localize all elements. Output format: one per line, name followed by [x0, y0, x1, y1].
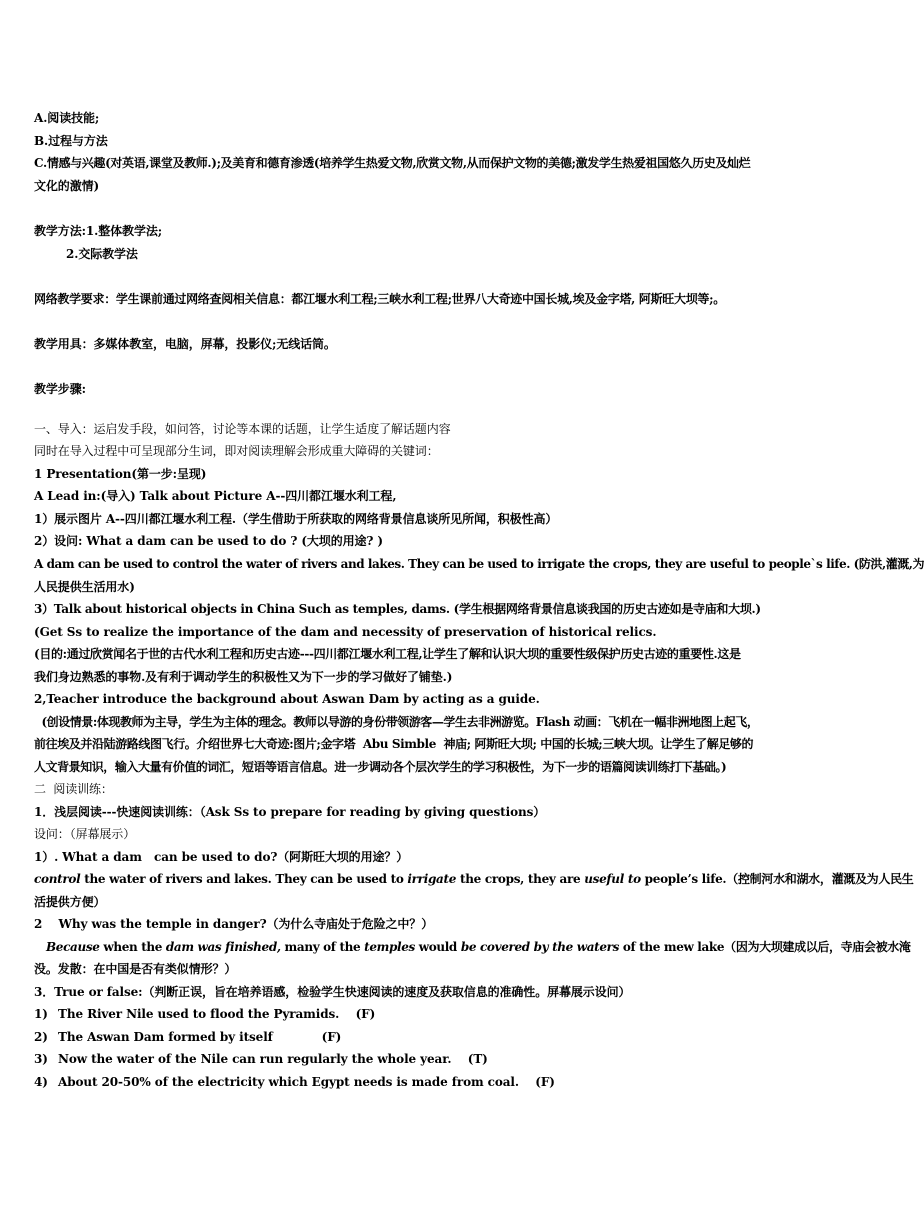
answer-1-line2: 活提供方便） — [34, 895, 106, 909]
objective-c-line1: C.情感与兴趣(对英语,课堂及教师.);及美育和德育渗透(培养学生热爱文物,欣赏文物,从而保护文物的美德;激发学生热爱祖国悠久历史及灿烂 — [34, 156, 751, 170]
presentation-heading: 1 Presentation(第一步:呈现) — [34, 467, 207, 481]
answer-2-line1: Because when the dam was finished, many of the temples would be covered by the waters of the mew lake（因为大坝建成以后，寺庙会被水淹 — [46, 940, 911, 954]
teaching-method-1: 教学方法:1.整体教学法; — [34, 224, 163, 238]
question-display: 设问：（屏幕展示） — [34, 827, 136, 841]
tf-item: 1) The River Nile used to flood the Pyramids. (F) — [34, 1007, 376, 1021]
teaching-method-2: 2.交际教学法 — [66, 247, 138, 261]
tf-item: 4) About 20-50% of the electricity which Egypt needs is made from coal. (F) — [34, 1075, 555, 1089]
objective-c-line2: 文化的激情) — [34, 179, 100, 193]
purpose-line2: 我们身边熟悉的事物.及有利于调动学生的积极性又为下一步的学习做好了铺垫.) — [34, 670, 453, 684]
teaching-tools: 教学用具：多媒体教室，电脑，屏幕，投影仪;无线话筒。 — [34, 337, 336, 351]
question-1: 1）. What a dam can be used to do?（阿斯旺大坝的用途？） — [34, 850, 409, 864]
answer-1-word-useful: useful to — [584, 872, 641, 886]
step-historical-objects: 3）Talk about historical objects in China Such as temples, dams. (学生根据网络背景信息谈我国的历史古迹如是寺庙和大坝.) — [34, 602, 761, 616]
steps-heading: 教学步骤: — [34, 382, 86, 396]
realize-importance: (Get Ss to realize the importance of the dam and necessity of preservation of historical relics. — [34, 625, 657, 639]
answer-1-word-control: control — [34, 872, 81, 886]
scenario-line3: 人文背景知识，输入大量有价值的词汇，短语等语言信息。进一步调动各个层次学生的学习积极性，为下一步的语篇阅读训练打下基础。) — [34, 760, 727, 774]
tf-item: 2) The Aswan Dam formed by itself (F) — [34, 1030, 342, 1044]
objective-b: B.过程与方法 — [34, 134, 108, 148]
shallow-reading: 1．浅层阅读---快速阅读训练：（Ask Ss to prepare for reading by giving questions） — [34, 805, 546, 819]
reading-heading: 二 阅读训练： — [34, 782, 113, 796]
tf-item: 3) Now the water of the Nile can run regularly the whole year. (T) — [34, 1052, 488, 1066]
intro-line-2: 同时在导入过程中可呈现部分生词，即对阅读理解会形成重大障碍的关键词： — [34, 444, 439, 458]
answer-2-line2: 没。发散：在中国是否有类似情形？） — [34, 962, 237, 976]
teacher-introduce: 2,Teacher introduce the background about Aswan Dam by acting as a guide. — [34, 692, 540, 706]
true-false-heading: 3．True or false:（判断正误，旨在培养语感，检验学生快速阅读的速度及获取信息的准确性。屏幕展示设问） — [34, 985, 631, 999]
dam-answer-line2: 人民提供生活用水) — [34, 580, 135, 594]
answer-1-word-irrigate: irrigate — [407, 872, 457, 886]
scenario-line2: 前往埃及并沿陆游路线图飞行。介绍世界七大奇迹:图片;金字塔 Abu Simble 神庙; 阿斯旺大坝; 中国的长城;三峡大坝。让学生了解足够的 — [34, 737, 754, 751]
network-requirements: 网络教学要求：学生课前通过网络查阅相关信息：都江堰水利工程;三峡水利工程;世界八大奇迹中国长城,埃及金字塔, 阿斯旺大坝等;。 — [34, 292, 725, 306]
step-show-picture: 1）展示图片 A--四川都江堰水利工程.（学生借助于所获取的网络背景信息谈所见所闻，积极性高） — [34, 512, 558, 526]
step-ask-question: 2）设问: What a dam can be used to do ? (大坝的用途? ) — [34, 534, 383, 548]
lead-in: A Lead in:(导入) Talk about Picture A--四川都江堰水利工程, — [34, 489, 397, 503]
purpose-line1: (目的:通过欣赏闻名于世的古代水利工程和历史古迹---四川都江堰水利工程,让学生了解和认识大坝的重要性级保护历史古迹的重要性.这是 — [34, 647, 741, 661]
question-2: 2 Why was the temple in danger?（为什么寺庙处于危险之中？） — [34, 917, 434, 931]
objective-a: A.阅读技能; — [34, 111, 100, 125]
scenario-line1: (创设情景:体现教师为主导，学生为主体的理念。教师以导游的身份带领游客—学生去非洲游览。Flash 动画：飞机在一幅非洲地图上起飞， — [34, 715, 759, 729]
intro-line-1: 一、导入：运启发手段，如问答，讨论等本课的话题，让学生适度了解话题内容 — [34, 422, 451, 436]
dam-answer-line1: A dam can be used to control the water of rivers and lakes. They can be used to irrigate the crops, they are useful to people`s life. (防洪,灌溉,为 — [34, 557, 924, 571]
answer-1-line1: control the water of rivers and lakes. They can be used to irrigate the crops, they are useful to people’s life.（控制河水和湖水，灌溉及为人民生 — [34, 872, 914, 886]
